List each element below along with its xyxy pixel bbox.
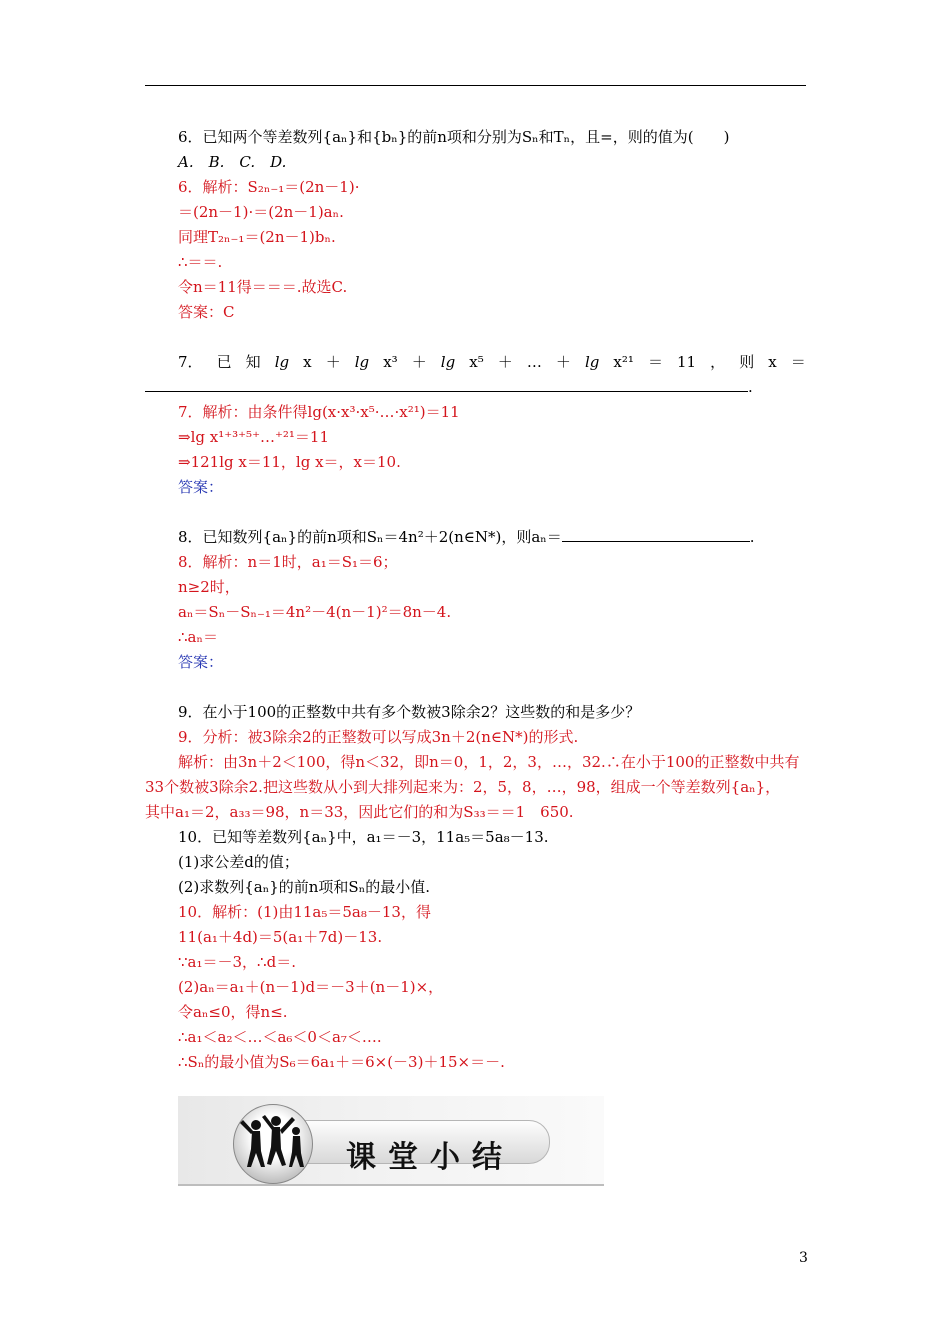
q8-solution-line-2: n≥2时， [178, 578, 240, 596]
q8-stem [178, 527, 755, 547]
q9-solution-line-2: 33个数被3除余2.把这些数从小到大排列起来为：2，5，8，…，98，组成一个等差数列{aₙ}， [145, 778, 781, 796]
q8-answer: 答案： [178, 653, 224, 671]
q7-stem-tail: . [748, 378, 753, 396]
q10-part-2: (2)求数列{aₙ}的前n项和Sₙ的最小值. [178, 878, 430, 896]
q7-stem-part: x [768, 353, 777, 371]
q8-stem-text: 8．已知数列{aₙ}的前n项和Sₙ＝4n²＋2(n∈N*)，则aₙ＝ [178, 528, 562, 546]
q7-stem [178, 352, 806, 372]
page-number: 3 [799, 1250, 808, 1266]
q7-solution-line-2: ⇒lg x¹⁺³⁺⁵⁺…⁺²¹＝11 [178, 428, 330, 446]
q7-stem-part: lg [274, 353, 290, 371]
q8-solution-line-3: aₙ＝Sₙ－Sₙ₋₁＝4n²－4(n－1)²＝8n－4. [178, 603, 452, 621]
q6-answer: 答案：C [178, 303, 235, 321]
q7-stem-part: 已 [216, 353, 232, 371]
q7-answer-blank-line [145, 377, 753, 397]
jumping-figures-icon [234, 1105, 312, 1183]
q7-stem-part: lg [584, 353, 600, 371]
q9-stem: 9．在小于100的正整数中共有多个数被3除余2？这些数的和是多少？ [178, 703, 641, 721]
q10-solution-line-2: 11(a₁＋4d)＝5(a₁＋7d)－13. [178, 928, 383, 946]
q6-solution-line-5: 令n＝11得＝＝＝.故选C. [178, 278, 348, 296]
header-rule [145, 85, 806, 86]
q7-stem-part: ， [710, 353, 726, 371]
q9-analysis: 9．分析：被3除余2的正整数可以写成3n＋2(n∈N*)的形式. [178, 728, 579, 746]
q7-stem-part: ＝ [647, 353, 663, 371]
q7-stem-part: lg [440, 353, 456, 371]
q7-solution-line-1: 7．解析：由条件得lg(x·x³·x⁵·…·x²¹)＝11 [178, 403, 460, 421]
q7-stem-part: 7． [178, 353, 203, 371]
q7-stem-part: ＋ [497, 353, 513, 371]
q6-solution-line-2: ＝(2n－1)·＝(2n－1)aₙ. [178, 203, 344, 221]
q8-answer-blank [562, 527, 750, 542]
q8-solution-line-1: 8．解析：n＝1时，a₁＝S₁＝6； [178, 553, 398, 571]
q6-solution-line-1: 6．解析：S₂ₙ₋₁＝(2n－1)· [178, 178, 360, 196]
q8-solution-line-4: ∴aₙ＝ [178, 628, 218, 646]
q7-stem-part: … [526, 353, 542, 371]
q7-stem-part: ＋ [555, 353, 571, 371]
banner-disc [233, 1104, 313, 1184]
q7-stem-part: lg [354, 353, 370, 371]
q9-solution-line-3: 其中a₁＝2，a₃₃＝98，n＝33，因此它们的和为S₃₃＝＝1 650. [145, 803, 574, 821]
q7-stem-part: x⁵ [469, 353, 484, 371]
q10-stem: 10．已知等差数列{aₙ}中，a₁＝－3，11a₅＝5a₈－13. [178, 828, 549, 846]
q7-stem-part: 知 [245, 353, 261, 371]
banner-title: 课堂小结 [346, 1140, 514, 1175]
q9-solution-line-1: 解析：由3n＋2＜100，得n＜32，即n＝0，1，2，3，…，32.∴在小于100的正整数中共有 [178, 753, 800, 771]
q10-solution-line-6: ∴a₁＜a₂＜…＜a₆＜0＜a₇＜…. [178, 1028, 382, 1046]
q7-answer-blank [145, 377, 748, 392]
q7-stem-part: x²¹ [613, 353, 634, 371]
q6-solution-line-4: ∴＝＝. [178, 253, 223, 271]
q7-stem-part: 11 [677, 353, 697, 371]
summary-banner [178, 1096, 604, 1186]
q6-solution-line-3: 同理T₂ₙ₋₁＝(2n－1)bₙ. [178, 228, 336, 246]
q8-stem-tail: . [749, 528, 755, 546]
q6-options: A. B. C. D. [178, 153, 287, 171]
q7-stem-part: ＝ [790, 353, 806, 371]
q7-solution-line-3: ⇒121lg x＝11，lg x＝，x＝10. [178, 453, 401, 471]
q10-part-1: (1)求公差d的值； [178, 853, 299, 871]
q6-stem: 6．已知两个等差数列{aₙ}和{bₙ}的前n项和分别为Sₙ和Tₙ，且=，则的值为( ) [178, 128, 730, 146]
q10-solution-line-5: 令aₙ≤0，得n≤. [178, 1003, 288, 1021]
q7-stem-part: x³ [383, 353, 398, 371]
q10-solution-line-4: (2)aₙ＝a₁＋(n－1)d＝－3＋(n－1)×， [178, 978, 444, 996]
q7-stem-part: 则 [739, 353, 755, 371]
banner-underline [178, 1184, 604, 1186]
q7-answer: 答案： [178, 478, 224, 496]
q7-stem-part: ＋ [411, 353, 427, 371]
q10-solution-line-3: ∵a₁＝－3，∴d＝. [178, 953, 296, 971]
q10-solution-line-1: 10．解析：(1)由11a₅＝5a₈－13，得 [178, 903, 431, 921]
q10-solution-line-7: ∴Sₙ的最小值为S₆＝6a₁＋＝6×(－3)＋15×＝－. [178, 1053, 505, 1071]
q7-stem-part: ＋ [325, 353, 341, 371]
q7-stem-part: x [303, 353, 312, 371]
